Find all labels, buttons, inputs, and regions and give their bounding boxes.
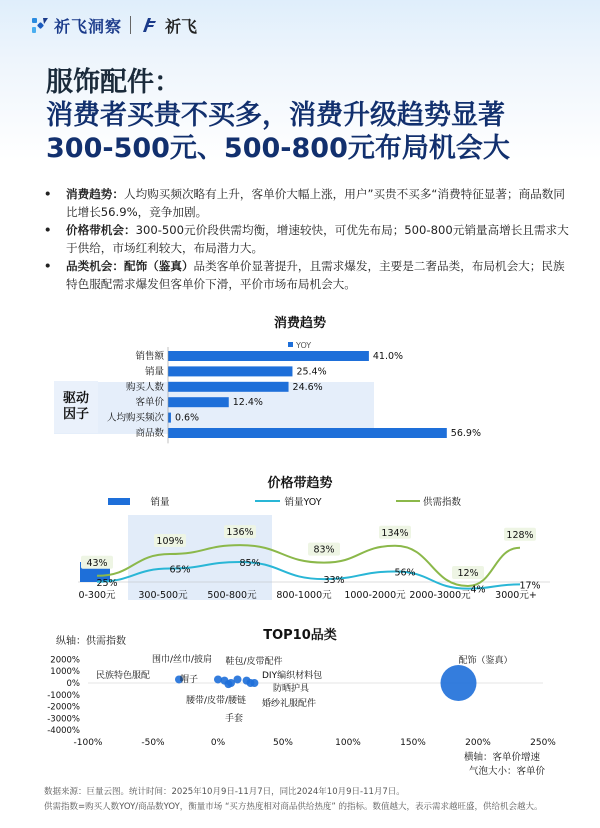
brand-logo-icon — [30, 15, 50, 35]
y-tick-label: 1000% — [50, 667, 80, 678]
title-line-1: 服饰配件： — [46, 67, 181, 98]
category-label: 购买人数 — [125, 381, 164, 393]
point-label: 民族特色服配 — [95, 671, 150, 681]
data-label: 25.4% — [296, 366, 327, 378]
data-label: 17% — [519, 580, 541, 592]
title-line-2: 消费者买贵不买多，消费升级趋势显著 — [46, 100, 505, 131]
point-label: 防晒护具 — [273, 684, 310, 694]
title-line-3: 300-500元、500-800元布局机会大 — [46, 133, 510, 164]
category-label: 人均购买频次 — [106, 412, 164, 424]
footer-notes — [44, 785, 584, 815]
chart2-title: 价格带趋势 — [267, 476, 333, 491]
y-tick-label: 2000% — [50, 655, 80, 666]
legend-label: 供需指数 — [422, 497, 462, 508]
category-label: 客单价 — [135, 397, 164, 409]
y-axis-title: 纵轴：供需指数 — [56, 636, 126, 647]
point-label: 腰带/皮带/腰链 — [185, 696, 247, 706]
x-tick-label: -50% — [141, 738, 165, 748]
legend-label: YOY — [296, 341, 312, 350]
insight-item — [44, 185, 572, 221]
footer-definition: 供需指数=购买人数YOY/商品数YOY，衡量市场 “买方热度相对商品供给热度” 的指标。数值越大，表示需求越旺盛，供给机会越大。 — [44, 802, 543, 812]
bubble-point — [224, 680, 232, 688]
category-label: 500-800元 — [207, 590, 257, 601]
data-label: 128% — [506, 529, 534, 541]
chart1-title: 消费趋势 — [273, 316, 326, 331]
x-tick-label: 50% — [272, 738, 294, 748]
data-label: 56.9% — [450, 428, 481, 439]
bar — [168, 428, 447, 438]
x-tick-label: 200% — [465, 738, 491, 748]
bullet-dot: • — [44, 223, 52, 237]
data-label: 24.6% — [292, 381, 323, 393]
insight-label: 价格带机会： — [66, 223, 136, 237]
category-label: 销量 — [144, 366, 164, 378]
driver-group-text: 驱动因子 — [62, 391, 89, 422]
brand-name: 祈飞洞察 — [54, 16, 123, 36]
bar — [168, 382, 289, 392]
category-label: 商品数 — [135, 428, 164, 439]
bubble-point — [441, 665, 477, 701]
bar — [168, 397, 229, 407]
footer-source: 数据来源：巨量云图。统计时间：2025年10月9日-11月7日，同比2024年10月9日-11月7日。 — [44, 787, 405, 797]
brand-bar — [30, 12, 197, 38]
y-tick-label: -2000% — [47, 702, 80, 713]
bullet-dot: • — [44, 187, 52, 201]
point-label: 配饰（鉴真） — [458, 656, 513, 666]
point-label: 围巾/丝巾/披肩 — [151, 655, 213, 665]
brand-name-2: 祈飞 — [165, 16, 198, 36]
bullet-dot: • — [44, 259, 52, 273]
data-label: 12% — [457, 568, 479, 580]
point-label: 鞋包/皮带配件 — [225, 657, 283, 667]
insight-label: 品类机会：配饰（鉴真） — [66, 259, 194, 273]
brand-divider — [130, 16, 131, 34]
y-tick-label: -3000% — [47, 714, 80, 725]
price-band-chart — [0, 490, 600, 610]
bar — [168, 413, 171, 423]
legend-swatch — [288, 342, 293, 347]
bar — [168, 351, 369, 361]
size-legend: 气泡大小：客单价 — [468, 766, 545, 777]
category-label: 1000-2000元 — [344, 590, 406, 601]
category-label: 3000元+ — [495, 590, 537, 601]
insight-text: 300-500元价段供需均衡，增速较快，可优先布局；500-800元销量高增长且需求大于供给，市场红利较大，布局潜力大。 — [66, 223, 569, 255]
insight-item — [44, 221, 572, 257]
x-axis-title: 横轴：客单价增速 — [463, 752, 540, 763]
data-label: 56% — [394, 567, 416, 579]
data-label: 109% — [156, 536, 184, 548]
point-label: 婚纱礼服配件 — [262, 699, 317, 709]
x-tick-label: 150% — [400, 738, 426, 748]
y-tick-label: 0% — [66, 679, 80, 689]
bubble-point — [250, 679, 258, 687]
data-label: 12.4% — [232, 397, 263, 409]
x-tick-label: 100% — [335, 738, 361, 748]
brand-logo2-icon — [139, 15, 159, 35]
insight-item — [44, 257, 572, 293]
bar — [168, 366, 292, 376]
data-label: 136% — [226, 527, 254, 539]
data-label: 43% — [86, 557, 108, 569]
insight-list — [44, 185, 572, 293]
point-label: 手套 — [224, 714, 244, 724]
y-tick-label: -4000% — [47, 726, 80, 737]
x-tick-label: 250% — [530, 738, 556, 748]
insight-text: 人均购买频次略有上升，客单价大幅上涨，用户”买贵不买多“消费特征显著；商品数同比增长56.9%，竞争加剧。 — [66, 187, 565, 219]
category-label: 2000-3000元 — [409, 590, 471, 601]
chart3-title: TOP10品类 — [263, 628, 337, 643]
legend-label: 销量YOY — [284, 497, 322, 508]
legend-label: 销量 — [150, 497, 170, 508]
consumption-trend-chart — [0, 340, 600, 452]
data-label: 85% — [239, 557, 261, 569]
y-tick-label: -1000% — [47, 690, 80, 701]
data-label: 0.6% — [174, 412, 200, 424]
category-label: 0-300元 — [78, 590, 116, 601]
legend-swatch-bar — [108, 498, 130, 505]
data-label: 134% — [381, 527, 409, 539]
point-label: DIY编织材料包 — [262, 671, 323, 681]
top10-bubble-chart — [0, 630, 600, 780]
point-label: 帽子 — [179, 675, 198, 685]
data-label: 4% — [470, 584, 486, 596]
category-label: 销售额 — [135, 351, 164, 362]
data-label: 33% — [323, 575, 345, 587]
data-label: 65% — [169, 564, 191, 576]
insight-text: 品类客单价显著提升，且需求爆发，主要是二奢品类，布局机会大；民族特色服配需求爆发但客单价下滑，平价市场布局机会大。 — [66, 259, 565, 291]
insight-label: 消费趋势： — [66, 187, 124, 201]
page-title — [46, 66, 566, 165]
x-tick-label: -100% — [73, 738, 103, 748]
data-label: 83% — [313, 544, 335, 556]
category-label: 800-1000元 — [276, 590, 332, 601]
data-label: 41.0% — [372, 351, 404, 362]
category-label: 300-500元 — [138, 590, 188, 601]
data-label: 25% — [96, 577, 118, 589]
x-tick-label: 0% — [210, 738, 226, 748]
